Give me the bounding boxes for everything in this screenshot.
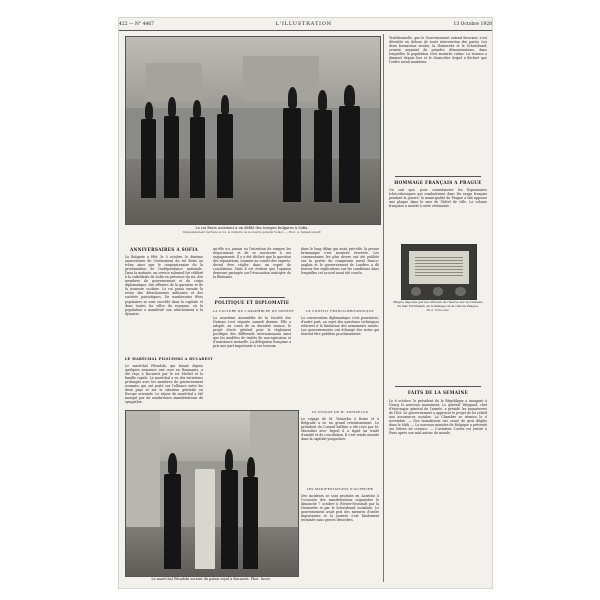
article-col2-intro: qu'elle n'a jamais eu l'intention de rompre les négociations et de se soustraire à ses engagements. Il y a été déclaré que la question des réparations, soumise au comité des experts, devait être réglée dans un esprit de conciliation. Mais il est évident que l'opinion demeure partagée sur l'évacuation anticipée de la Rhénanie. [213, 247, 291, 280]
article-col3-intro: dans le long débat qui avait précédé, la presse britannique s'est montrée réservée. Les commentaires les plus divers ont été publiés sur la portée du compromis naval franco-anglais et le gouvernement de Londres a dû fournir des explications sur les conditions dans lesquelles cet accord avait été conclu. [301, 247, 379, 276]
heading-politique: POLITIQUE ET DIPLOMATIE [214, 300, 290, 305]
issue-date: 13 Octobre 1928 [453, 21, 492, 27]
article-anniversaires: La Bulgarie a fêté, le 3 octobre, le dixième anniversaire de l'avènement du roi Boris au trône ainsi que le cinquantenaire de la proclamation de l'indépendance nationale. Dans la matinée, un service solennel fut célébré à la cathédrale de Sofia en présence du roi, des membres du gouvernement et du corps diplomatique, des officiers de la garnison et de la jeunesse scolaire. Le roi passa ensuite la revue des détachements militaires et des sociétés patriotiques. De nombreuses fêtes populaires se sont succédé dans la capitale et dans toutes les villes du royaume, où la population a manifesté son attachement à la dynastie. [125, 255, 203, 316]
subheading-conflit: LE CONFLIT FRANCO-BRITANNIQUE [306, 309, 374, 313]
article-marechal: Le maréchal Pilsudski, qui faisait depuis quelques semaines une cure en Roumanie, a été reçu à Bucarest par le roi Michel et la famille royale. Le maréchal a eu des entretiens prolongés avec les membres du gouvernement roumain, qui ont porté sur l'alliance entre les deux pays et sur la situation générale en Europe orientale. Le séjour du maréchal a été marqué par de nombreuses manifestations de sympathie. [125, 364, 203, 404]
page-number: 422 — N° 4467 [119, 21, 155, 27]
caption-subtext: Immédiatement derrière le roi, le ministre de la Guerre général Volkov. — Phot. A. Karastoyanoff. [182, 230, 322, 235]
caption-plaque [391, 301, 485, 312]
article-voyage: Le voyage de M. Venizelos à Rome et à Belgrade a eu un grand retentissement. Le président du Conseil hellène a été reçu par M. Mussolini avec lequel il a signé un traité d'amitié et de conciliation. Il s'est rendu ensuite dans la capitale yougoslave. [301, 417, 379, 442]
caption-credit: Phot. Iacov. [250, 577, 271, 581]
caption-text: Plaque déposée par les officiers de réserve sur le tombeau du tsar Ferdinand, en hommage de la ville de Prague. [393, 300, 483, 308]
heading-faits: FAITS DE LA SEMAINE [407, 390, 469, 395]
subheading-culture: LA CULTURE DE L'ASSEMBLÉE DE GENÈVE [213, 309, 294, 313]
caption-sofia-parade [125, 226, 379, 235]
article-conflit: La conversation diplomatique s'est poursuivie, d'autre part, au sujet des questions techniques relatives à la limitation des armements navals. Les gouvernements ont échangé des notes qui doivent être publiées prochainement. [301, 316, 379, 337]
heading-anniversaires: ANNIVERSAIRES A SOFIA [129, 247, 199, 252]
photo-prague-plaque [401, 244, 477, 300]
article-col4-intro: Traditionnelle, que le Gouvernement entend favoriser, s'est déroulée en dehors de toute intervention des partis. Les deux formations rivales, la Heimwehr et le Schutzbund, avaient organisé de grandes démonstrations, dans lesquelles la population s'est montrée calme. La tension a diminué depuis lors et le chancelier Seipel a déclaré que l'ordre serait maintenu. [389, 36, 487, 65]
subheading-voyage: LE VOYAGE DE M. VENIZELOS [311, 410, 369, 414]
photo-pilsudski [125, 410, 299, 577]
heading-hommage: HOMMAGE FRANÇAIS A PRAGUE [394, 180, 482, 185]
article-manifestations: Des incidents se sont produits en Autriche à l'occasion des manifestations organisées le dimanche 7 octobre à Wiener-Neustadt par la Heimwehr et par le Schutzbund socialiste. Le gouvernement avait pris des mesures d'ordre importantes et la journée s'est finalement terminée sans graves désordres. [301, 494, 379, 523]
caption-credit: Phot. Schroeter. [426, 307, 450, 312]
subheading-manifestations: LES MANIFESTATIONS D'AUTRICHE [306, 487, 374, 491]
article-faits: Le 8 octobre, le président de la République a inauguré à Nancy le nouveau monument. Le général Weygand, chef d'état-major général de l'armée, a présidé les manœuvres de l'Est. Le gouvernement a approuvé le projet de loi relatif aux assurances sociales. La Chambre se réunira le 6 novembre. — Des inondations ont causé de gros dégâts dans le Midi. — Le nouveau ministre de Belgique a présenté ses lettres de créance. — L'aviateur Costes est rentré à Paris après son raid autour du monde. [389, 399, 487, 436]
article-culture: La neuvième Assemblée de la Société des Nations s'est séparée samedi dernier. Elle a adopté, au cours de sa dernière séance, le projet d'acte général pour le règlement pacifique des différends internationaux ainsi que les modèles de traités de non-agression et d'assistance mutuelle. La délégation française a pris une part importante à ces travaux. [213, 316, 291, 349]
caption-text: Le roi Boris assistant à un défilé des troupes bulgares à Sofia. [195, 226, 309, 230]
magazine-page [119, 18, 492, 588]
article-hommage: On sait que, pour commémorer les légionnaires tchécoslovaques qui combattirent dans les rangs français pendant la guerre, la municipalité de Prague a fait apposer une plaque dans le mur de l'hôtel de ville. La colonie française a assisté à cette cérémonie. [389, 188, 487, 209]
caption-pilsudski [125, 577, 297, 581]
magazine-title: L'ILLUSTRATION [275, 21, 332, 27]
caption-text: Le maréchal Pilsudski sortant du palais royal à Bucarest. [151, 577, 250, 581]
page-header [119, 18, 492, 31]
heading-marechal: LE MARÉCHAL PILSUDSKI A BUCAREST [125, 357, 213, 361]
photo-sofia-parade [125, 36, 381, 225]
